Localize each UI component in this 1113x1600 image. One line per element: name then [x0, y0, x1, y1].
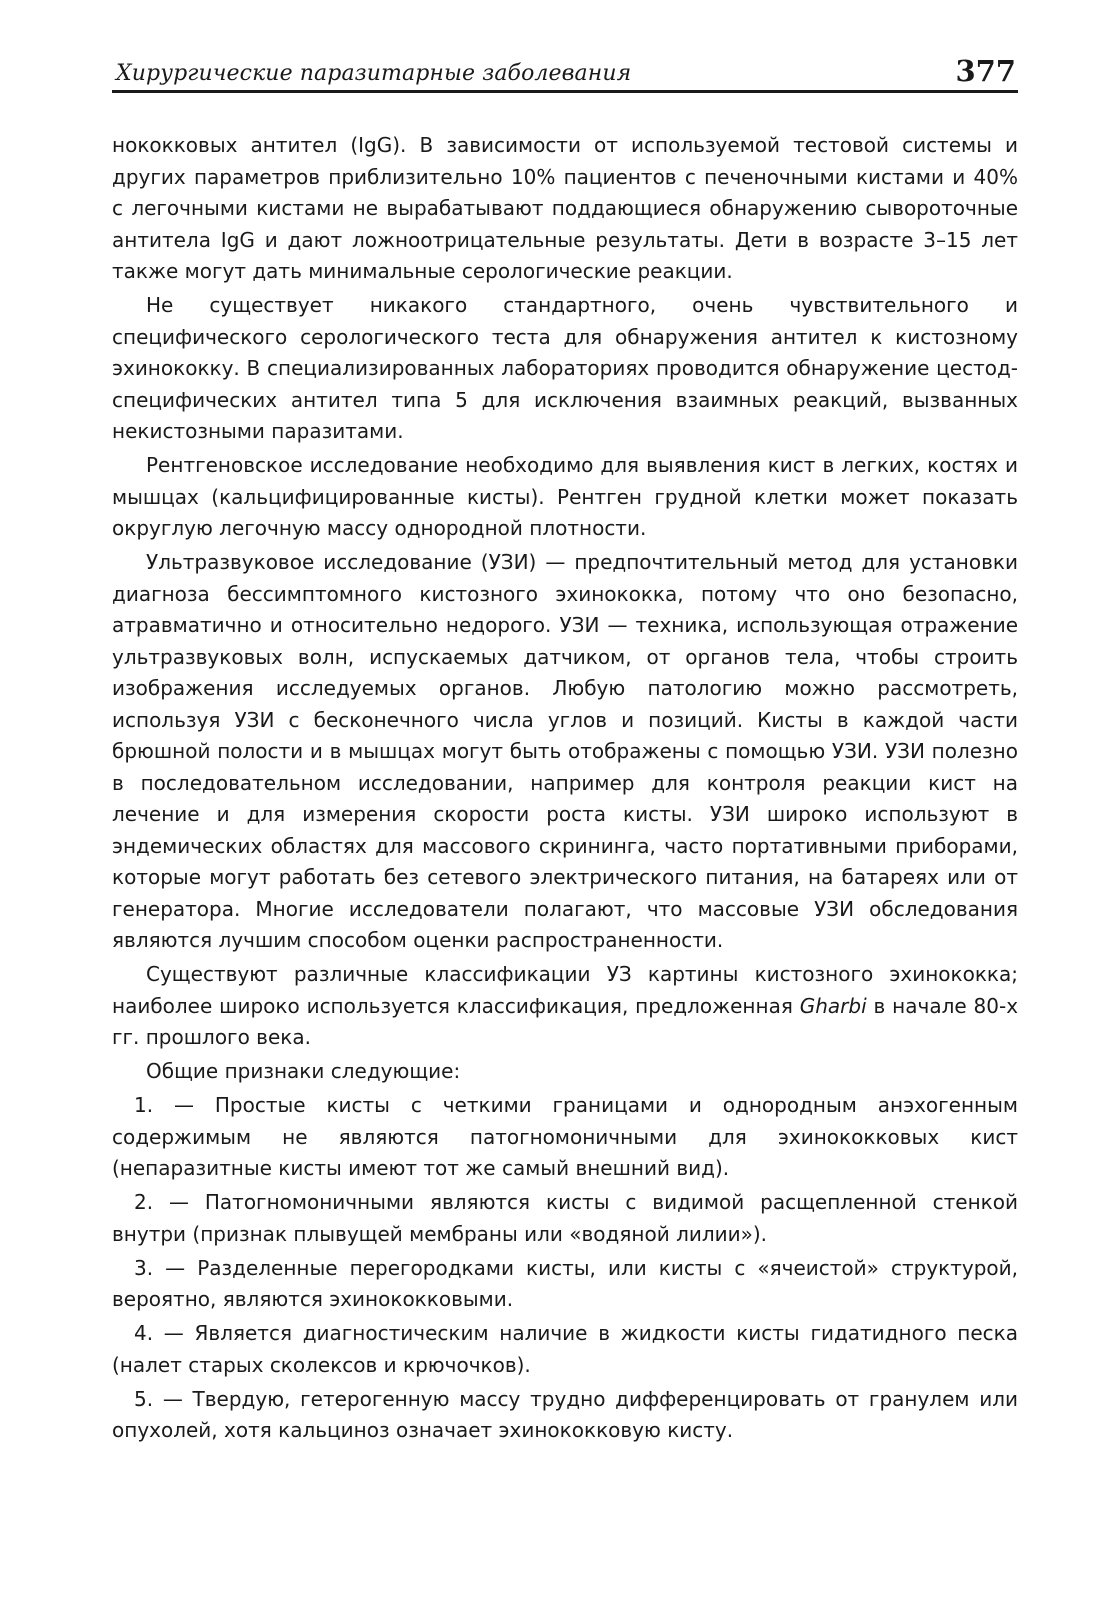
list-item: 2. — Патогномоничными являются кисты с видимой расщепленной стенкой внутри (признак плывущей мембраны или «водяной лилии»). — [112, 1190, 1018, 1246]
running-head: Хирургические паразитарные заболевания — [116, 61, 632, 86]
classification-text-after: в начале 80-х гг. прошлого века. — [112, 993, 1019, 1049]
list-item: 4. — Является диагностическим наличие в жидкости кисты гидатидного песка (налет старых сколексов и крючочков). — [112, 1321, 1018, 1377]
paragraph: Не существует никакого стандартного, очень чувствительного и специфического серологического теста для обнаружения антител к кистозному эхинококку. В специализированных лабораториях проводится обнаружение цестод-специфических антител типа 5 для исключения взаимных реакций, вызванных некистозными паразитами. — [112, 293, 1018, 443]
page-header — [112, 40, 1018, 93]
body-text — [112, 130, 1018, 1449]
paragraph: Ультразвуковое исследование (УЗИ) — предпочтительный метод для установки диагноза бессимптомного кистозного эхинококка, потому что оно безопасно, атравматично и относительно недорого. УЗИ — техника, использующая отражение ультразвуковых волн, испускаемых датчиком, от органов тела, чтобы строить изображения исследуемых органов. Любую патологию можно рассмотреть, используя УЗИ с бесконечного числа углов и позиций. Кисты в каждой части брюшной полости и в мышцах могут быть отображены с помощью УЗИ. УЗИ полезно в последовательном исследовании, например для контроля реакции кист на лечение и для измерения скорости роста кисты. УЗИ широко используют в эндемических областях для массового скрининга, часто портативными приборами, которые могут работать без сетевого электрического питания, на батареях или от генератора. Многие исследователи полагают, что массовые УЗИ обследования являются лучшим способом оценки распространенности. — [112, 550, 1018, 952]
author-name: Gharbi — [799, 993, 867, 1018]
list-item: 5. — Твердую, гетерогенную массу трудно дифференцировать от гранулем или опухолей, хотя кальциноз означает эхинококковую кисту. — [112, 1386, 1018, 1442]
list-item: 1. — Простые кисты с четкими границами и однородным анэхогенным содержимым не являются патогномоничными для эхинококковых кист (непаразитные кисты имеют тот же самый внешний вид). — [112, 1093, 1018, 1180]
signs-intro: Общие признаки следующие: — [146, 1059, 461, 1083]
classification-paragraph — [112, 959, 1018, 1054]
paragraph: Рентгеновское исследование необходимо для выявления кист в легких, костях и мышцах (кальцифицированные кисты). Рентген грудной клетки может показать округлую легочную массу однородной плотности. — [112, 453, 1018, 540]
page-number: 377 — [955, 54, 1016, 88]
classification-text-before: Существуют различные классификации УЗ картины кистозного эхинококка; наиболее широко используется классификация, предложенная — [112, 962, 1018, 1018]
list-item: 3. — Разделенные перегородками кисты, или кисты с «ячеистой» структурой, вероятно, являются эхинококковыми. — [112, 1255, 1018, 1311]
paragraph: нококковых антител (IgG). В зависимости от используемой тестовой системы и других параметров приблизительно 10% пациентов с печеночными кистами и 40% с легочными кистами не вырабатывают поддающиеся обнаружению сывороточные антитела IgG и дают ложноотрицательные результаты. Дети в возрасте 3–15 лет также могут дать минимальные серологические реакции. — [112, 133, 1018, 283]
